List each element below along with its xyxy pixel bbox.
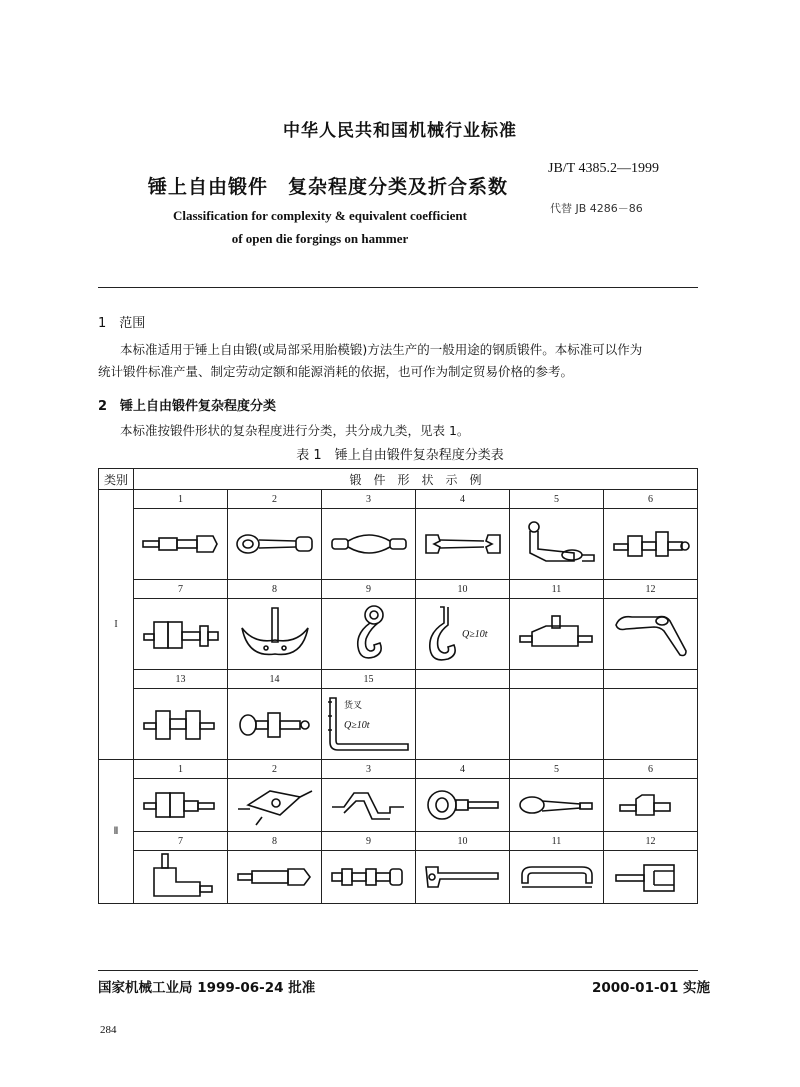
forging-drawing-block-shaft <box>604 509 698 580</box>
forging-drawing-connecting-rod <box>228 509 322 580</box>
forging-drawing-multi-collar <box>322 851 416 904</box>
header-examples: 锻 件 形 状 示 例 <box>134 469 698 490</box>
item-number: 9 <box>322 832 416 851</box>
item-number: 10 <box>416 832 510 851</box>
empty-cell <box>510 689 604 760</box>
item-number: 15 <box>322 670 416 689</box>
english-title-line1: Classification for complexity & equivalent coefficient <box>172 208 467 223</box>
item-number: 6 <box>604 760 698 779</box>
item-number: 6 <box>604 490 698 509</box>
forging-drawing-stepped-block <box>604 779 698 832</box>
section1-para-line1: 本标准适用于锤上自由锻(或局部采用胎模锻)方法生产的一般用途的钢质锻件。本标准可以作为 <box>120 342 643 357</box>
approval-date: 国家机械工业局 1999-06-24 批准 <box>98 980 316 996</box>
item-number: 8 <box>228 580 322 599</box>
item-number: 11 <box>510 580 604 599</box>
section2-para: 本标准按锻件形状的复杂程度进行分类，共分成九类，见表 1。 <box>120 423 470 438</box>
item-number: 10 <box>416 580 510 599</box>
item-number: 3 <box>322 760 416 779</box>
header-divider <box>98 287 698 288</box>
item-number: 9 <box>322 580 416 599</box>
forging-drawing-twin-block <box>134 689 228 760</box>
forging-drawing-shaft <box>134 509 228 580</box>
table-row <box>99 670 698 689</box>
forging-drawing-flange-block <box>228 779 322 832</box>
forging-drawing-fork <box>322 689 416 760</box>
table-header-row <box>99 469 698 490</box>
document-title: 锤上自由锻件 复杂程度分类及折合系数 <box>148 176 509 198</box>
page-number: 284 <box>100 1024 117 1036</box>
item-number: 2 <box>228 760 322 779</box>
footer-divider <box>98 970 698 971</box>
table-row <box>99 599 698 670</box>
table-row <box>99 509 698 580</box>
empty-cell <box>416 689 510 760</box>
table-row <box>99 689 698 760</box>
forging-drawing-double-block <box>134 599 228 670</box>
item-number: 8 <box>228 832 322 851</box>
item-number <box>604 670 698 689</box>
forging-drawing-bar <box>322 509 416 580</box>
item-number: 4 <box>416 760 510 779</box>
english-title-line2: of open die forgings on hammer <box>231 231 409 246</box>
header-category: 类别 <box>99 469 134 490</box>
category-label: I <box>99 490 134 760</box>
forging-drawing-lever <box>416 851 510 904</box>
category-label: Ⅱ <box>99 760 134 904</box>
section1-heading: 1 范围 <box>98 316 146 331</box>
item-number <box>510 670 604 689</box>
item-number: 12 <box>604 580 698 599</box>
item-number: 3 <box>322 490 416 509</box>
item-number: 5 <box>510 760 604 779</box>
item-number: 11 <box>510 832 604 851</box>
item-number: 5 <box>510 490 604 509</box>
table-row <box>99 760 698 779</box>
forging-drawing-ring-shaft <box>416 779 510 832</box>
complexity-classification-table <box>98 468 698 904</box>
forging-drawing-hook <box>322 599 416 670</box>
forging-drawing-slotted-block <box>604 851 698 904</box>
forging-drawing-large-hook <box>416 599 510 670</box>
forging-drawing-plate-boss <box>510 599 604 670</box>
table-row <box>99 851 698 904</box>
section2-heading: 2 锤上自由锻件复杂程度分类 <box>98 399 277 414</box>
standard-number: JB/T 4385.2—1999 <box>548 161 659 176</box>
forging-drawing-twin-block <box>134 779 228 832</box>
item-number: 14 <box>228 670 322 689</box>
item-number: 1 <box>134 760 228 779</box>
issuing-organization: 中华人民共和国机械行业标准 <box>283 121 517 141</box>
forging-drawing-bracket <box>510 509 604 580</box>
hook-load-label: Q≥10t <box>461 629 487 640</box>
item-number: 4 <box>416 490 510 509</box>
item-number: 2 <box>228 490 322 509</box>
fork-label: 货叉 <box>343 701 362 711</box>
section1-para-line2: 统计锻件标准产量、制定劳动定额和能源消耗的依据，也可作为制定贸易价格的参考。 <box>98 364 574 379</box>
forging-drawing-long-shaft <box>228 851 322 904</box>
item-number: 13 <box>134 670 228 689</box>
forging-drawing-zigzag <box>322 779 416 832</box>
effective-date: 2000-01-01 实施 <box>592 980 711 996</box>
item-number: 12 <box>604 832 698 851</box>
forging-drawing-tapered-bar <box>510 779 604 832</box>
forging-drawing-anchor <box>228 599 322 670</box>
item-number: 7 <box>134 580 228 599</box>
item-number: 1 <box>134 490 228 509</box>
table-row <box>99 490 698 509</box>
forging-drawing-arched-bar <box>510 851 604 904</box>
forging-drawing-eye-block <box>228 689 322 760</box>
empty-cell <box>604 689 698 760</box>
replaces-standard: 代替 JB 4286－86 <box>550 202 643 215</box>
item-number: 7 <box>134 832 228 851</box>
table-row <box>99 779 698 832</box>
table-row <box>99 832 698 851</box>
forging-drawing-angle-block <box>134 851 228 904</box>
table-caption: 表 1 锤上自由锻件复杂程度分类表 <box>296 448 504 463</box>
item-number <box>416 670 510 689</box>
table-row <box>99 580 698 599</box>
fork-load-label: Q≥10t <box>343 720 369 731</box>
forging-drawing-wrench <box>416 509 510 580</box>
forging-drawing-bent-bar <box>604 599 698 670</box>
